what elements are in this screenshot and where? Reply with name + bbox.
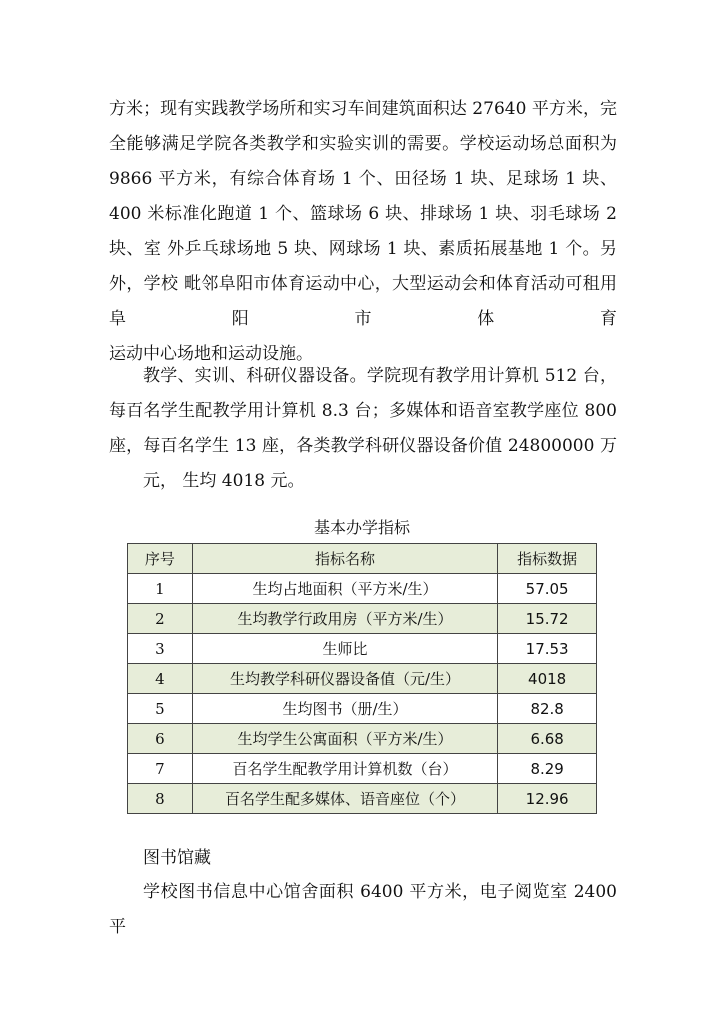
paragraph-line: 米标准化跑道 1 个、篮球场 6 块、排球场 1 块、羽毛球场 2 块、室 [109, 204, 617, 259]
header-no: 序号 [128, 544, 193, 574]
cell-name: 百名学生配多媒体、语音座位（个） [192, 784, 498, 814]
table-row [128, 694, 597, 724]
cell-no: 1 [128, 574, 193, 604]
table-header-row [128, 544, 597, 574]
indicators-table [127, 543, 597, 814]
header-name: 指标名称 [192, 544, 498, 574]
paragraph-line: 每百名学生配教学用计算机 8.3 台；多媒体和语音室教学座位 800 [109, 401, 617, 421]
cell-no: 4 [128, 664, 193, 694]
cell-name: 百名学生配教学用计算机数（台） [192, 754, 498, 784]
cell-name: 生均教学科研仪器设备值（元/生） [192, 664, 498, 694]
paragraph-library [109, 875, 617, 945]
cell-value: 15.72 [498, 604, 597, 634]
paragraph-line: 外乒乓球场地 5 块、网球场 1 块、素质拓展基地 1 个。另外，学校 [109, 239, 618, 294]
cell-name: 生均学生公寓面积（平方米/生） [192, 724, 498, 754]
table-row [128, 634, 597, 664]
cell-value: 82.8 [498, 694, 597, 724]
paragraph-line: 学校图书信息中心馆舍面积 6400 平方米，电子阅览室 2400 平 [109, 882, 617, 937]
table-row [128, 724, 597, 754]
table-row [128, 664, 597, 694]
paragraph-line: 座，每百名学生 13 座，各类教学科研仪器设备价值 24800000 万 [109, 436, 617, 456]
cell-value: 4018 [498, 664, 597, 694]
paragraph-line: 毗邻阜阳市体育运动中心，大型运动会和体育活动可租用阜阳市体育 [109, 274, 618, 329]
cell-no: 6 [128, 724, 193, 754]
table-caption: 基本办学指标 [313, 518, 410, 537]
cell-name: 生均教学行政用房（平方米/生） [192, 604, 498, 634]
cell-name: 生均图书（册/生） [192, 694, 498, 724]
cell-name: 生均占地面积（平方米/生） [192, 574, 498, 604]
cell-no: 5 [128, 694, 193, 724]
paragraph-line: 方米；现有实践教学场所和实习车间建筑面积达 27640 平方米，完 [109, 99, 617, 119]
cell-no: 2 [128, 604, 193, 634]
paragraph-line: 运动中心场地和运动设施。 [109, 344, 313, 364]
cell-name: 生师比 [192, 634, 498, 664]
cell-value: 57.05 [498, 574, 597, 604]
section-heading-library: 图书馆藏 [143, 848, 211, 868]
paragraph-line: 9866 平方米，有综合体育场 1 个、田径场 1 块、足球场 1 块、400 [109, 169, 617, 224]
cell-value: 6.68 [498, 724, 597, 754]
paragraph-equipment [109, 359, 617, 499]
table-row [128, 604, 597, 634]
paragraph-line: 全能够满足学院各类教学和实验实训的需要。学校运动场总面积为 [109, 134, 617, 154]
paragraph-facilities [109, 92, 617, 372]
cell-value: 12.96 [498, 784, 597, 814]
cell-value: 17.53 [498, 634, 597, 664]
table-row [128, 574, 597, 604]
paragraph-line: 教学、实训、科研仪器设备。学院现有教学用计算机 512 台， [143, 366, 617, 386]
table-row [128, 754, 597, 784]
cell-no: 7 [128, 754, 193, 784]
table-row [128, 784, 597, 814]
paragraph-line: 元， 生均 4018 元。 [143, 471, 305, 491]
cell-no: 3 [128, 634, 193, 664]
cell-no: 8 [128, 784, 193, 814]
header-value: 指标数据 [498, 544, 597, 574]
cell-value: 8.29 [498, 754, 597, 784]
